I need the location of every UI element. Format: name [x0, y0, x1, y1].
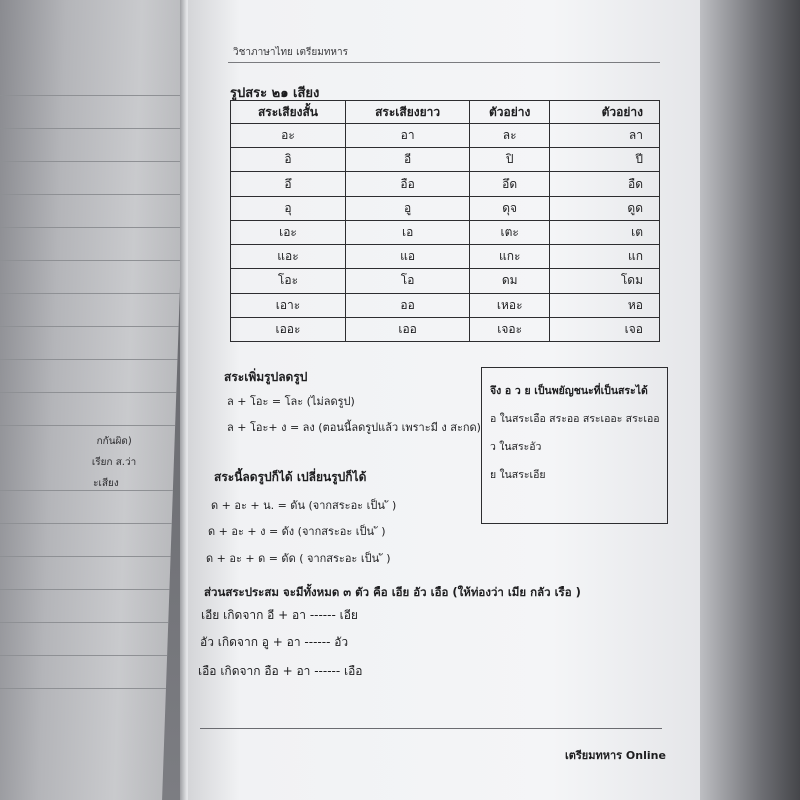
- table-row: [231, 293, 660, 317]
- table-cell: เออ: [345, 317, 469, 341]
- table-cell: เออะ: [231, 317, 346, 341]
- table-cell: เตะ: [470, 220, 550, 244]
- header-divider: [228, 62, 660, 63]
- table-row: [231, 220, 660, 244]
- table-cell: แก: [550, 245, 660, 269]
- table-cell: อี: [345, 148, 469, 172]
- box-line: อ ในสระเอือ สระออ สระเออะ สระเออ: [490, 413, 660, 425]
- table-cell: แอะ: [231, 245, 346, 269]
- added-vowels-title: สระเพิ่มรูปลดรูป: [224, 370, 308, 384]
- table-cell: หอ: [550, 293, 660, 317]
- table-header: สระเสียงยาว: [345, 101, 469, 124]
- table-row: [231, 148, 660, 172]
- table-row: [231, 317, 660, 341]
- table-row: [231, 172, 660, 196]
- table-header: ตัวอย่าง: [470, 101, 550, 124]
- table-cell: เอาะ: [231, 293, 346, 317]
- page-footer: เตรียมทหาร Online: [565, 749, 666, 762]
- vowel-table: [230, 100, 660, 342]
- table-header: ตัวอย่าง: [550, 101, 660, 124]
- table-cell: ดูด: [550, 196, 660, 220]
- table-cell: อิ: [231, 148, 346, 172]
- changed-vowels-line: ด + อะ + ด = ดัด ( จากสระอะ เป็น ั ): [206, 552, 391, 565]
- left-fragment: เรียก ส.ว่า: [91, 457, 137, 468]
- left-fragment: ะเสียง: [92, 478, 119, 489]
- table-cell: อึด: [470, 172, 550, 196]
- table-cell: อืด: [550, 172, 660, 196]
- table-cell: ปิ: [470, 148, 550, 172]
- table-cell: อู: [345, 196, 469, 220]
- table-cell: แกะ: [470, 245, 550, 269]
- table-cell: โอะ: [231, 269, 346, 293]
- consonant-vowel-box: [481, 367, 668, 524]
- table-cell: อะ: [231, 124, 346, 148]
- table-cell: เต: [550, 220, 660, 244]
- table-cell: อือ: [345, 172, 469, 196]
- table-cell: เอ: [345, 220, 469, 244]
- table-cell: อา: [345, 124, 469, 148]
- changed-vowels-line: ด + อะ + ง = ดัง (จากสระอะ เป็น ั ): [208, 525, 386, 538]
- compound-vowels-title: ส่วนสระประสม จะมีทั้งหมด ๓ ตัว คือ เอีย อัว เอือ (ให้ท่องว่า เมีย กลัว เรือ ): [204, 585, 581, 599]
- added-vowels-line: ล + โอะ+ ง = ลง (ตอนนี้ลดรูปแล้ว เพราะมี ง สะกด): [227, 421, 481, 434]
- changed-vowels-line: ด + อะ + น. = ดัน (จากสระอะ เป็น ั ): [211, 499, 397, 512]
- box-line: ย ในสระเอีย: [490, 469, 546, 481]
- compound-vowels-line: เอือ เกิดจาก อือ + อา ------ เอือ: [198, 664, 363, 678]
- table-cell: โดม: [550, 269, 660, 293]
- box-title: จึง อ ว ย เป็นพยัญชนะที่เป็นสระได้: [490, 385, 648, 397]
- table-row: [231, 269, 660, 293]
- changed-vowels-title: สระนี้ลดรูปก็ได้ เปลี่ยนรูปก็ได้: [214, 470, 367, 484]
- table-cell: ออ: [345, 293, 469, 317]
- table-row: [231, 245, 660, 269]
- table-header: สระเสียงสั้น: [231, 101, 346, 124]
- added-vowels-line: ล + โอะ = โละ (ไม่ลดรูป): [227, 395, 355, 408]
- section-title: รูปสระ ๒๑ เสียง: [230, 86, 320, 101]
- table-cell: ดม: [470, 269, 550, 293]
- left-fragment: กกันผิด): [96, 436, 132, 447]
- table-cell: ปี: [550, 148, 660, 172]
- table-row: [231, 196, 660, 220]
- table-cell: ดุจ: [470, 196, 550, 220]
- table-cell: โอ: [345, 269, 469, 293]
- table-cell: เจอ: [550, 317, 660, 341]
- table-header-row: [231, 101, 660, 124]
- table-cell: อุ: [231, 196, 346, 220]
- table-cell: เจอะ: [470, 317, 550, 341]
- table-cell: เหอะ: [470, 293, 550, 317]
- compound-vowels-line: อัว เกิดจาก อู + อา ------ อัว: [200, 635, 349, 649]
- footer-divider: [200, 728, 662, 729]
- table-cell: อึ: [231, 172, 346, 196]
- table-cell: ละ: [470, 124, 550, 148]
- table-cell: เอะ: [231, 220, 346, 244]
- table-row: [231, 124, 660, 148]
- page-header: วิชาภาษาไทย เตรียมทหาร: [233, 47, 348, 58]
- table-cell: แอ: [345, 245, 469, 269]
- page-shadow: [700, 0, 800, 800]
- table-cell: ลา: [550, 124, 660, 148]
- left-page: [0, 0, 190, 800]
- compound-vowels-line: เอีย เกิดจาก อี + อา ------ เอีย: [201, 608, 358, 622]
- box-line: ว ในสระอัว: [490, 441, 542, 453]
